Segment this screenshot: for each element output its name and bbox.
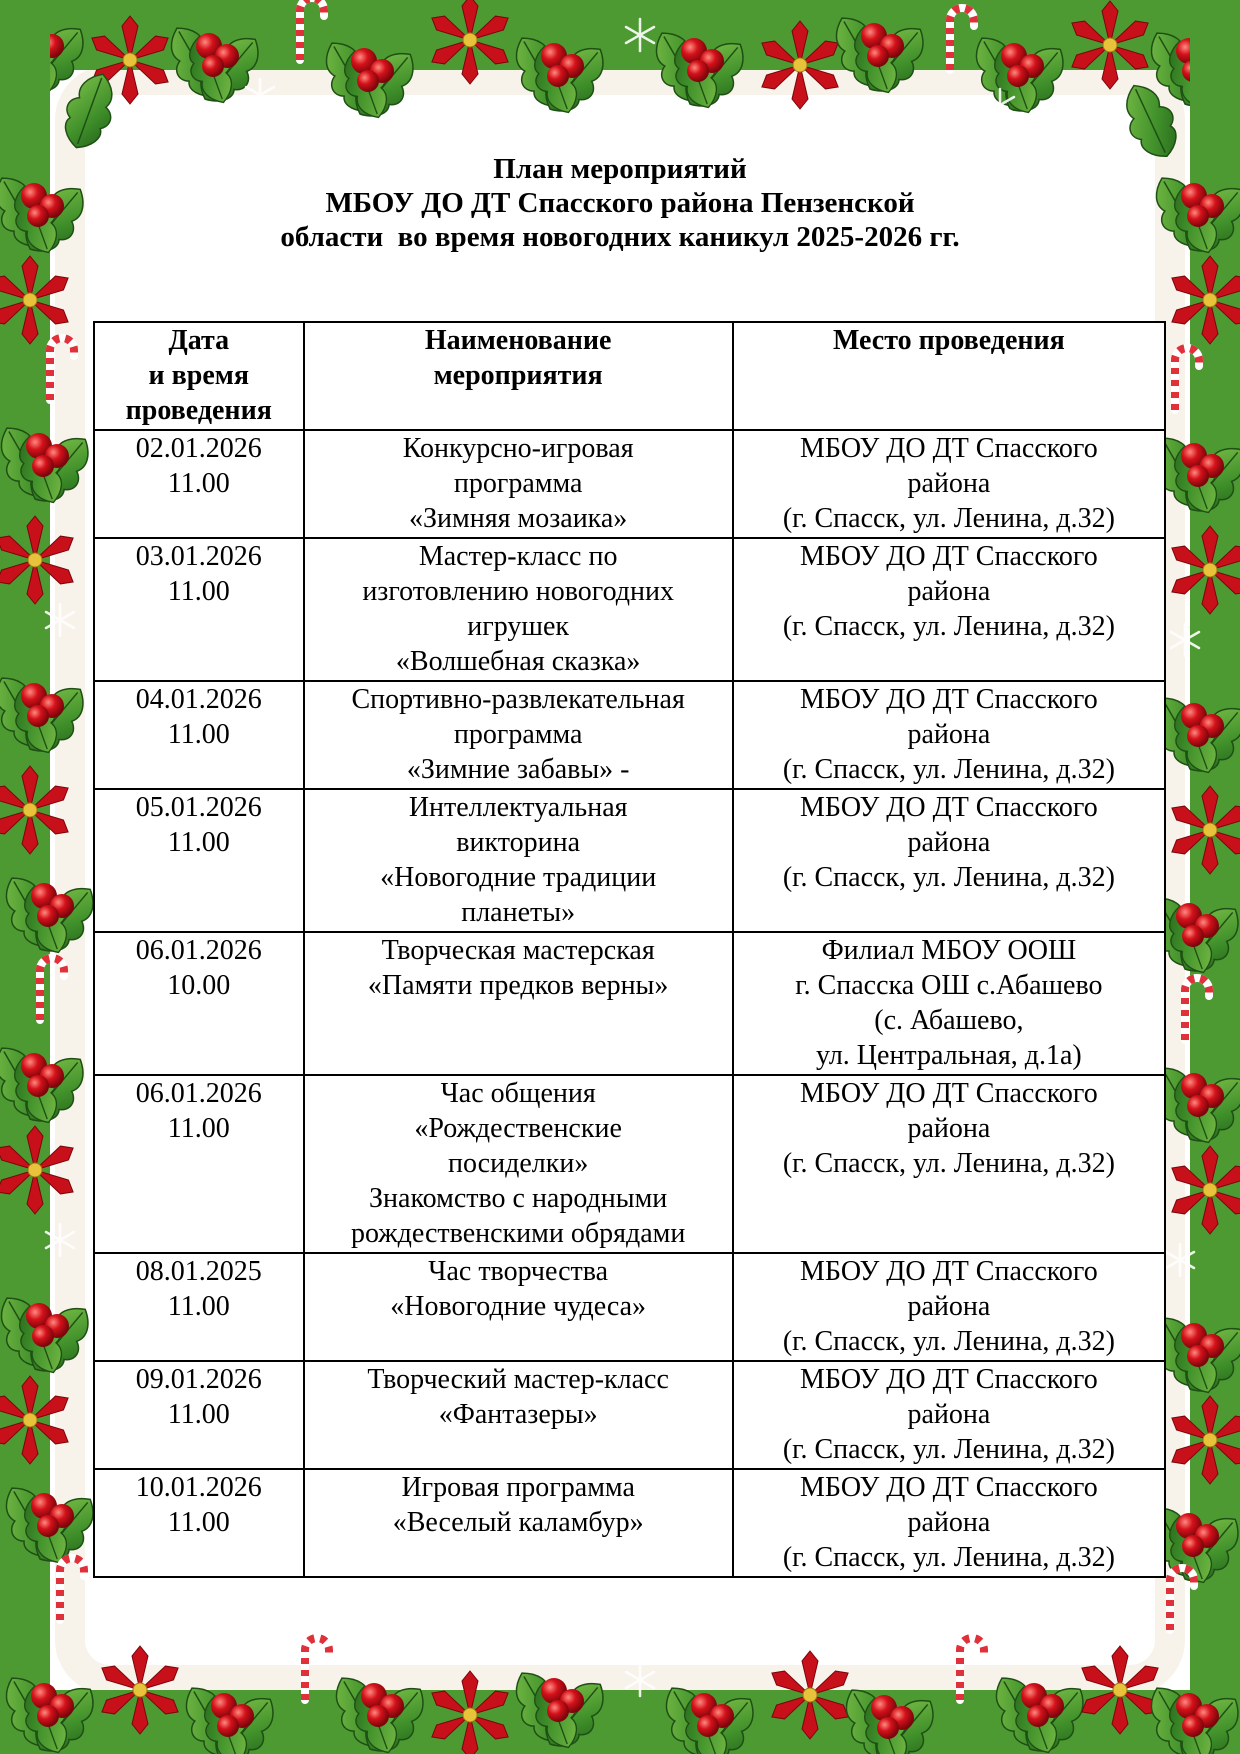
cell-text: изготовлению новогодних [362, 576, 674, 607]
table-row [94, 1469, 1165, 1577]
cell-text: 06.01.2026 [135, 935, 262, 966]
cell-text: Знакомство с народными [369, 1183, 668, 1214]
cell-text: 11.00 [167, 1507, 230, 1538]
cell-text: Игровая программа [401, 1472, 635, 1503]
cell-text: (г. Спасск, ул. Ленина, д.32) [782, 1434, 1115, 1465]
cell-text: «Зимние забавы» - [406, 754, 630, 785]
cell-text: Мастер-класс по [418, 541, 618, 572]
cell-text: МБОУ ДО ДТ Спасского [800, 792, 1098, 823]
date-time-cell [94, 538, 304, 681]
cell-text: 11.00 [167, 827, 230, 858]
date-time-cell [94, 932, 304, 1075]
cell-text: 06.01.2026 [135, 1078, 262, 1109]
top-border-decor [0, 0, 1240, 166]
header-text: проведения [125, 395, 272, 426]
cell-text: 03.01.2026 [135, 541, 262, 572]
event-name-cell [304, 1075, 733, 1253]
venue-cell [733, 1253, 1165, 1361]
header-text: Наименование [424, 325, 612, 356]
cell-text: «Памяти предков верны» [367, 970, 669, 1001]
date-time-cell [94, 430, 304, 538]
venue-cell [733, 1469, 1165, 1577]
left-border-decor [0, 0, 108, 1754]
event-name-cell [304, 789, 733, 932]
table-row [94, 1253, 1165, 1361]
cell-text: программа [453, 468, 583, 499]
cell-text: 08.01.2025 [135, 1256, 262, 1287]
cell-text: «Новогодние чудеса» [390, 1291, 647, 1322]
cell-text: 11.00 [167, 1291, 230, 1322]
cell-text: (г. Спасск, ул. Ленина, д.32) [782, 503, 1115, 534]
cell-text: Творческий мастер-класс [367, 1364, 669, 1395]
cell-text: МБОУ ДО ДТ Спасского [800, 433, 1098, 464]
cell-text: Творческая мастерская [381, 935, 655, 966]
event-name-cell [304, 681, 733, 789]
cell-text: ул. Центральная, д.1а) [816, 1040, 1082, 1071]
date-time-cell [94, 1075, 304, 1253]
table-header-row [94, 322, 1165, 430]
cell-text: МБОУ ДО ДТ Спасского [800, 1256, 1098, 1287]
date-time-cell [94, 789, 304, 932]
venue-cell [733, 1075, 1165, 1253]
cell-text: посиделки» [447, 1148, 589, 1179]
cell-text: 02.01.2026 [135, 433, 262, 464]
table-row [94, 789, 1165, 932]
cell-text: района [907, 576, 991, 607]
cell-text: «Зимняя мозаика» [409, 503, 628, 534]
cell-text: (г. Спасск, ул. Ленина, д.32) [782, 1326, 1115, 1357]
cell-text: 11.00 [167, 1113, 230, 1144]
cell-text: викторина [456, 827, 580, 858]
event-name-cell [304, 932, 733, 1075]
events-table [93, 321, 1166, 1578]
document-title [0, 152, 1240, 254]
cell-text: Филиал МБОУ ООШ [821, 935, 1077, 966]
table-row [94, 1361, 1165, 1469]
event-name-cell [304, 1469, 733, 1577]
cell-text: 11.00 [167, 719, 230, 750]
title-line: области во время новогодних каникул 2025-2026 гг. [280, 221, 960, 253]
cell-text: 11.00 [167, 468, 230, 499]
cell-text: (г. Спасск, ул. Ленина, д.32) [782, 1148, 1115, 1179]
cell-text: (г. Спасск, ул. Ленина, д.32) [782, 862, 1115, 893]
event-name-cell [304, 1253, 733, 1361]
event-name-cell [304, 538, 733, 681]
venue-cell [733, 789, 1165, 932]
event-name-cell [304, 430, 733, 538]
cell-text: района [907, 1113, 991, 1144]
cell-text: 10.00 [167, 970, 231, 1001]
cell-text: района [907, 719, 991, 750]
cell-text: (г. Спасск, ул. Ленина, д.32) [782, 611, 1115, 642]
header-event-name [304, 322, 733, 430]
header-date-time [94, 322, 304, 430]
table-row [94, 430, 1165, 538]
cell-text: Спортивно-развлекательная [351, 684, 685, 715]
header-text: мероприятия [433, 360, 603, 391]
cell-text: Час творчества [428, 1256, 609, 1287]
cell-text: 05.01.2026 [135, 792, 262, 823]
table-row [94, 681, 1165, 789]
cell-text: Конкурсно-игровая [402, 433, 634, 464]
cell-text: МБОУ ДО ДТ Спасского [800, 1472, 1098, 1503]
cell-text: рождественскими обрядами [350, 1218, 686, 1249]
cell-text: 11.00 [167, 1399, 230, 1430]
cell-text: 10.01.2026 [135, 1472, 262, 1503]
cell-text: района [907, 1507, 991, 1538]
cell-text: района [907, 468, 991, 499]
venue-cell [733, 681, 1165, 789]
cell-text: Час общения [440, 1078, 596, 1109]
cell-text: планеты» [461, 897, 576, 928]
cell-text: «Веселый каламбур» [392, 1507, 644, 1538]
cell-text: района [907, 1399, 991, 1430]
table-row [94, 538, 1165, 681]
cell-text: (г. Спасск, ул. Ленина, д.32) [782, 1542, 1115, 1573]
date-time-cell [94, 1361, 304, 1469]
table-row [94, 932, 1165, 1075]
header-text: и время [148, 360, 249, 391]
cell-text: (г. Спасск, ул. Ленина, д.32) [782, 754, 1115, 785]
cell-text: района [907, 827, 991, 858]
cell-text: «Волшебная сказка» [395, 646, 641, 677]
title-line: МБОУ ДО ДТ Спасского района Пензенской [325, 187, 915, 219]
cell-text: «Рождественские [414, 1113, 622, 1144]
event-name-cell [304, 1361, 733, 1469]
header-venue [733, 322, 1165, 430]
cell-text: 11.00 [167, 576, 230, 607]
cell-text: «Фантазеры» [438, 1399, 598, 1430]
date-time-cell [94, 1253, 304, 1361]
cell-text: района [907, 1291, 991, 1322]
venue-cell [733, 1361, 1165, 1469]
header-text: Дата [168, 325, 230, 356]
cell-text: МБОУ ДО ДТ Спасского [800, 1078, 1098, 1109]
cell-text: (с. Абашево, [874, 1005, 1024, 1036]
cell-text: г. Спасска ОШ с.Абашево [795, 970, 1103, 1001]
cell-text: «Новогодние традиции [380, 862, 657, 893]
venue-cell [733, 932, 1165, 1075]
cell-text: Интеллектуальная [408, 792, 628, 823]
table-row [94, 1075, 1165, 1253]
cell-text: МБОУ ДО ДТ Спасского [800, 1364, 1098, 1395]
date-time-cell [94, 1469, 304, 1577]
header-text: Место проведения [832, 325, 1065, 356]
bottom-border-decor [0, 1638, 1240, 1754]
cell-text: игрушек [467, 611, 569, 642]
cell-text: МБОУ ДО ДТ Спасского [800, 541, 1098, 572]
venue-cell [733, 430, 1165, 538]
cell-text: 04.01.2026 [135, 684, 262, 715]
date-time-cell [94, 681, 304, 789]
cell-text: 09.01.2026 [135, 1364, 262, 1395]
cell-text: программа [453, 719, 583, 750]
table-body [94, 430, 1165, 1577]
title-line: План мероприятий [493, 153, 747, 185]
venue-cell [733, 538, 1165, 681]
cell-text: МБОУ ДО ДТ Спасского [800, 684, 1098, 715]
